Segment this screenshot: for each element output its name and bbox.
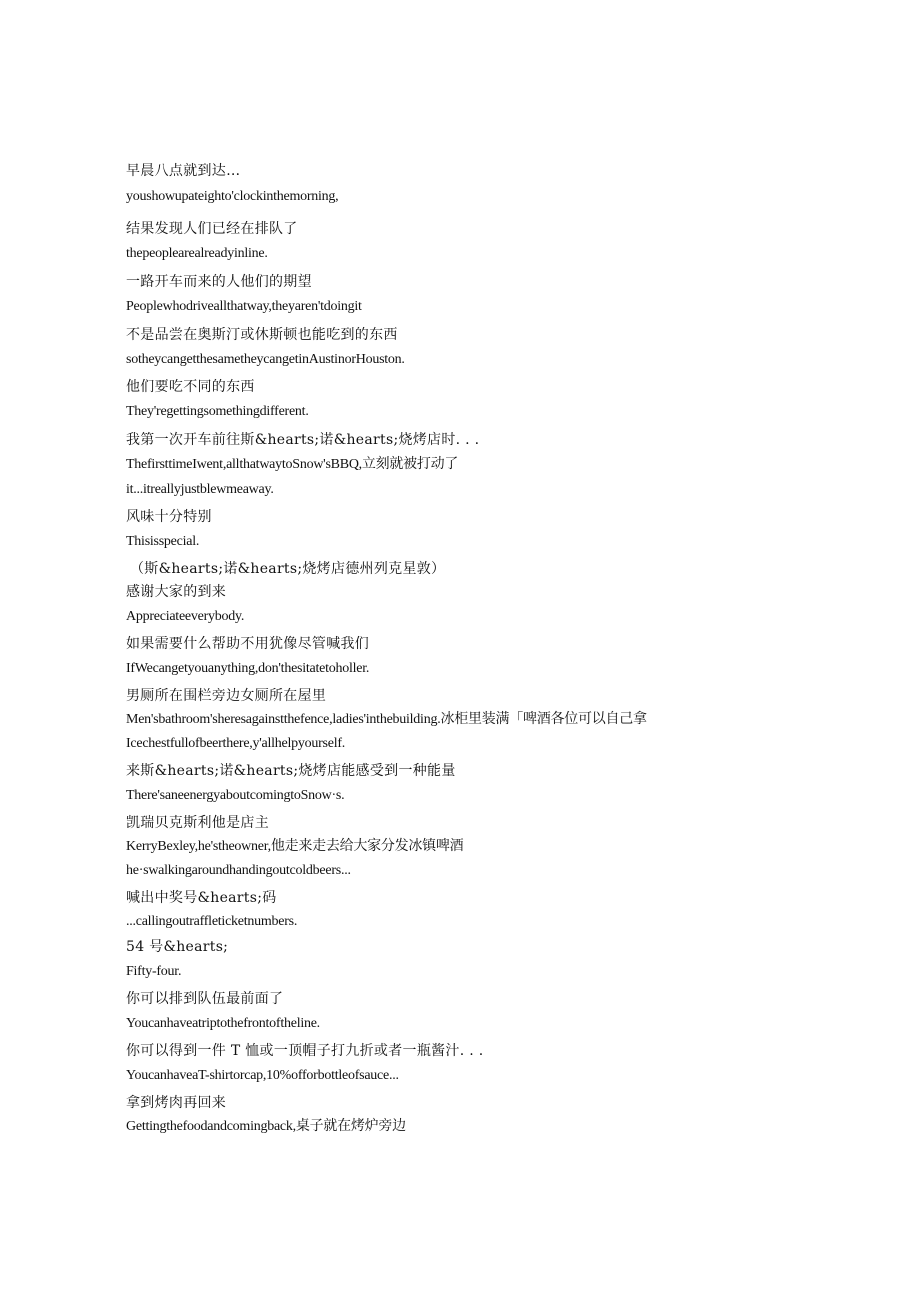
transcript-line: They'regettingsomethingdifferent. — [126, 404, 309, 419]
transcript-line: Peoplewhodriveallthatway,theyaren'tdoingit — [126, 299, 362, 314]
transcript-line: ThefirsttimeIwent,allthatwaytoSnow'sBBQ,立刻就被打动了 — [126, 457, 459, 472]
transcript-line: Youcanhaveatriptothefrontoftheline. — [126, 1016, 320, 1031]
transcript-line: 我第一次开车前往斯&hearts;诺&hearts;烧烤店时. . . — [126, 432, 480, 448]
transcript-line: it...itreallyjustblewmeaway. — [126, 482, 274, 497]
transcript-line: 他们要吃不同的东西 — [126, 379, 255, 395]
transcript-line: Appreciateeverybody. — [126, 609, 245, 624]
transcript-line: 54 号&hearts; — [126, 939, 229, 955]
transcript-line: 你可以排到队伍最前面了 — [126, 991, 284, 1007]
transcript-line: KerryBexley,he'stheowner,他走来走去给大家分发冰镇啤酒 — [126, 839, 464, 854]
transcript-line: Fifty-four. — [126, 964, 182, 979]
transcript-line: 来斯&hearts;诺&hearts;烧烤店能感受到一种能量 — [126, 763, 456, 779]
transcript-line: 凯瑞贝克斯利他是店主 — [126, 815, 269, 831]
transcript-line: 不是品尝在奥斯汀或休斯顿也能吃到的东西 — [126, 327, 398, 343]
transcript-line: YoucanhaveaT-shirtorcap,10%offorbottleofsauce... — [126, 1068, 399, 1083]
transcript-line: Thisisspecial. — [126, 534, 200, 549]
transcript-line: 一路开车而来的人他们的期望 — [126, 274, 312, 290]
transcript-line: 风味十分特别 — [126, 509, 212, 525]
transcript-line: Icechestfullofbeerthere,y'allhelpyourself. — [126, 736, 346, 751]
transcript-line: 你可以得到一件 T 恤或一顶帽子打九折或者一瓶酱汁. . . — [126, 1043, 484, 1059]
transcript-line: youshowupateighto'clockinthemorning, — [126, 189, 339, 204]
transcript-line: 男厕所在围栏旁边女厕所在屋里 — [126, 688, 327, 704]
transcript-line: 感谢大家的到来 — [126, 584, 227, 600]
transcript-line: Gettingthefoodandcomingback,桌子就在烤炉旁边 — [126, 1119, 406, 1134]
transcript-line: 早晨八点就到达… — [126, 163, 241, 179]
transcript-line: 拿到烤肉再回来 — [126, 1095, 227, 1111]
transcript-line: ...callingoutraffleticketnumbers. — [126, 914, 298, 929]
transcript-line: （斯&hearts;诺&hearts;烧烤店德州列克星敦） — [130, 561, 446, 577]
transcript-line: 如果需要什么帮助不用犹像尽管喊我们 — [126, 636, 370, 652]
transcript-line: There'saneenergyaboutcomingtoSnow·s. — [126, 788, 345, 803]
transcript-line: Men'sbathroom'sheresagainstthefence,ladies'inthebuilding.冰柜里装满「啤酒各位可以自己拿 — [126, 712, 647, 727]
transcript-line: he·swalkingaroundhandingoutcoldbeers... — [126, 863, 351, 878]
transcript-line: IfWecangetyouanything,don'thesitatetoholler. — [126, 661, 370, 676]
transcript-line: thepeoplearealreadyinline. — [126, 246, 268, 261]
transcript-line: 喊出中奖号&hearts;码 — [126, 890, 277, 906]
transcript-line: 结果发现人们已经在排队了 — [126, 221, 298, 237]
transcript-line: sotheycangetthesametheycangetinAustinorHouston. — [126, 352, 405, 367]
